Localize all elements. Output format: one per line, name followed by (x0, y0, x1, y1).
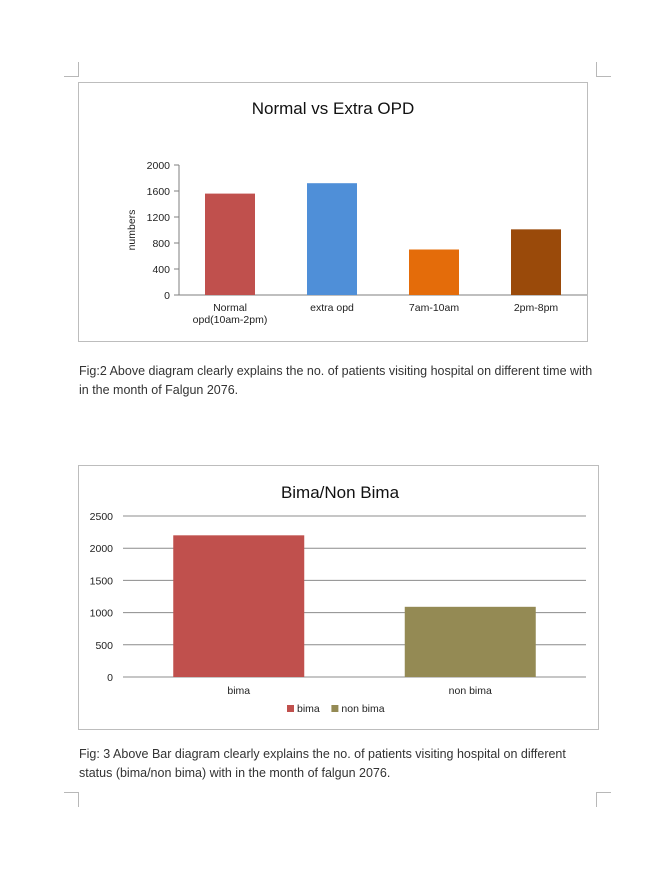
y-tick-label: 1000 (89, 607, 113, 620)
x-tick-label (514, 302, 559, 314)
x-tick-label (310, 302, 354, 314)
x-tick-label: bima (227, 685, 251, 697)
y-tick-label: 1200 (146, 212, 170, 224)
opd-chart-svg (79, 83, 587, 341)
bima-chart (78, 465, 599, 730)
x-tick-label-line: 7am-10am (408, 302, 460, 314)
x-tick-label-line: opd(10am-2pm) (192, 314, 268, 326)
y-tick-label: 2000 (89, 543, 113, 556)
bar-bima (173, 535, 304, 677)
bar-4 (511, 229, 561, 295)
legend-label: non bima (341, 703, 385, 715)
y-tick-label: 0 (107, 672, 113, 684)
chart-title: Normal vs Extra OPD (251, 99, 415, 118)
fig2-caption: Fig:2 Above diagram clearly explains the no. of patients visiting hospital on different time with in the month of Falgun 2076. (79, 364, 593, 397)
y-tick-label: 400 (152, 264, 170, 276)
x-tick-label (409, 302, 459, 314)
x-tick-label: non bima (448, 685, 492, 697)
opd-chart (78, 82, 588, 342)
bar-2 (307, 183, 357, 295)
bar-1 (205, 194, 255, 295)
crop-mark-top-left (64, 62, 79, 77)
crop-mark-top-right (596, 62, 611, 77)
chart-title: Bima/Non Bima (280, 483, 400, 502)
legend-label: bima (297, 703, 320, 715)
y-tick-label: 2000 (146, 160, 170, 172)
bar-non-bima (405, 607, 536, 677)
legend-swatch (287, 705, 294, 712)
bima-chart-svg (79, 466, 598, 729)
y-tick-label: 0 (164, 290, 170, 302)
y-tick-label: 2500 (89, 511, 113, 523)
bar-3 (409, 250, 459, 296)
crop-mark-bottom-right (596, 792, 611, 807)
y-tick-label: 800 (152, 238, 170, 250)
y-tick-label: 500 (95, 639, 113, 652)
legend-swatch (331, 705, 338, 712)
y-axis-label: numbers (126, 209, 138, 251)
x-tick-label-line: 2pm-8pm (513, 302, 559, 314)
x-tick-label-line: extra opd (310, 302, 354, 314)
fig3-caption: Fig: 3 Above Bar diagram clearly explains the no. of patients visiting hospital on different status (bima/non bima) with in the month of falgun 2076. (79, 747, 566, 780)
x-tick-label-line: Normal (213, 302, 247, 314)
y-tick-label: 1600 (146, 186, 170, 198)
y-tick-label: 1500 (89, 575, 113, 588)
x-tick-label (193, 302, 268, 326)
crop-mark-bottom-left (64, 792, 79, 807)
